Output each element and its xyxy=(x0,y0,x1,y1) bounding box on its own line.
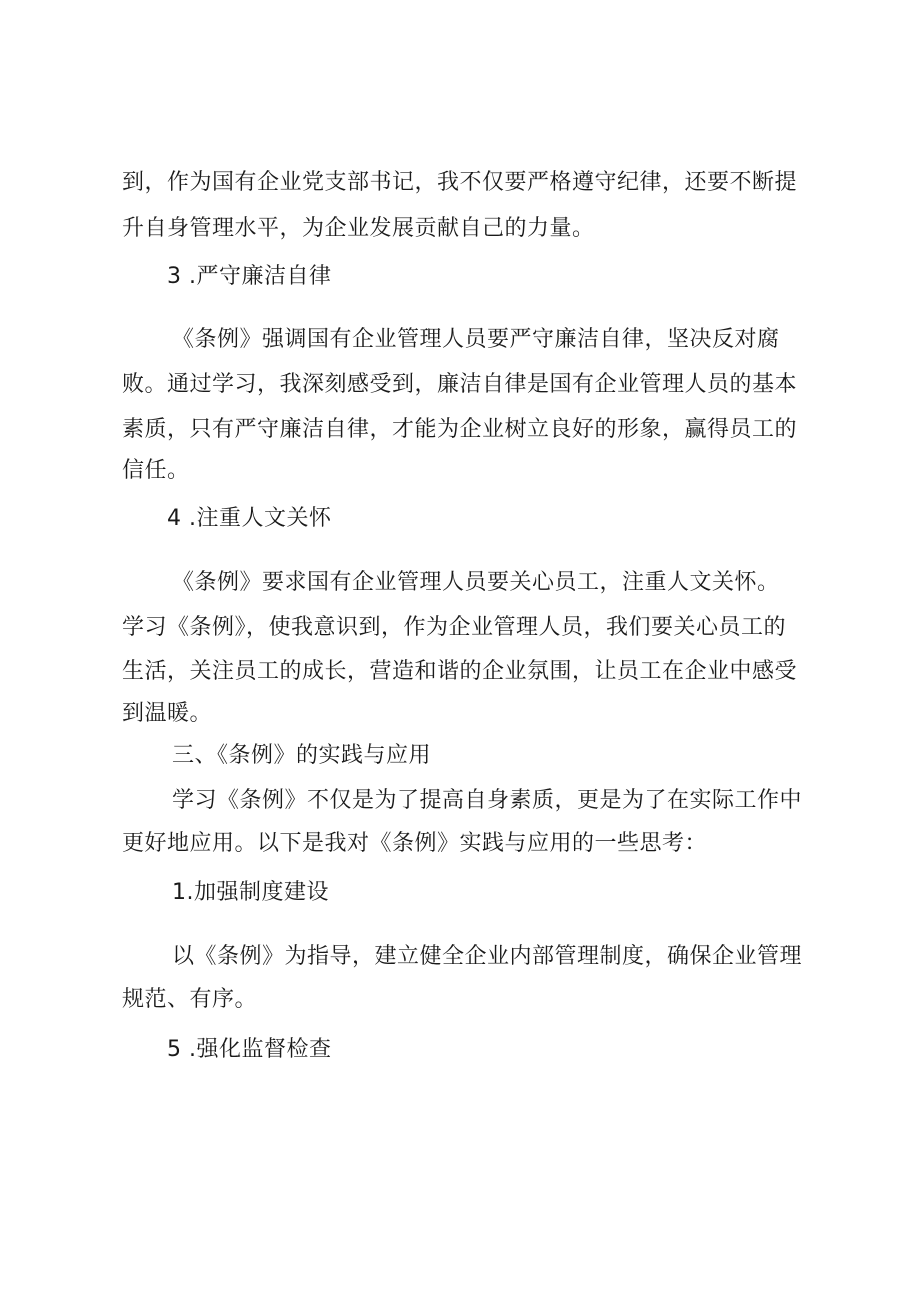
body-text-line: 生活，关注员工的成长，营造和谐的企业氛围，让员工在企业中感受 xyxy=(122,659,798,684)
body-text-line: 到温暖。 xyxy=(122,701,213,726)
chapter-heading: 三、《条例》的实践与应用 xyxy=(172,743,432,768)
section-heading: 5 .强化监督检查 xyxy=(167,1037,332,1062)
section-heading: 3 .严守廉洁自律 xyxy=(167,264,332,289)
body-text-line: 学习《条例》，使我意识到，作为企业管理人员，我们要关心员工的 xyxy=(122,615,787,640)
body-text-line: 《条例》强调国有企业管理人员要严守廉洁自律，坚决反对腐 xyxy=(172,327,780,352)
body-text-line: 信任。 xyxy=(122,458,190,483)
body-text-line: 以《条例》为指导，建立健全企业内部管理制度，确保企业管理 xyxy=(172,944,803,969)
body-text-line: 升自身管理水平，为企业发展贡献自己的力量。 xyxy=(122,216,595,241)
section-heading: 1.加强制度建设 xyxy=(172,880,329,905)
body-text-line: 学习《条例》不仅是为了提高自身素质，更是为了在实际工作中 xyxy=(172,788,803,813)
section-heading: 4 .注重人文关怀 xyxy=(167,506,332,531)
body-text-line: 规范、有序。 xyxy=(122,987,258,1012)
body-text-line: 《条例》要求国有企业管理人员要关心员工，注重人文关怀。 xyxy=(172,570,780,595)
body-text-line: 素质，只有严守廉洁自律，才能为企业树立良好的形象，赢得员工的 xyxy=(122,417,798,442)
body-text-line: 到，作为国有企业党支部书记，我不仅要严格遵守纪律，还要不断提 xyxy=(122,170,798,195)
body-text-line: 败。通过学习，我深刻感受到，廉洁自律是国有企业管理人员的基本 xyxy=(122,372,798,397)
body-text-line: 更好地应用。以下是我对《条例》实践与应用的一些思考： xyxy=(122,831,708,856)
